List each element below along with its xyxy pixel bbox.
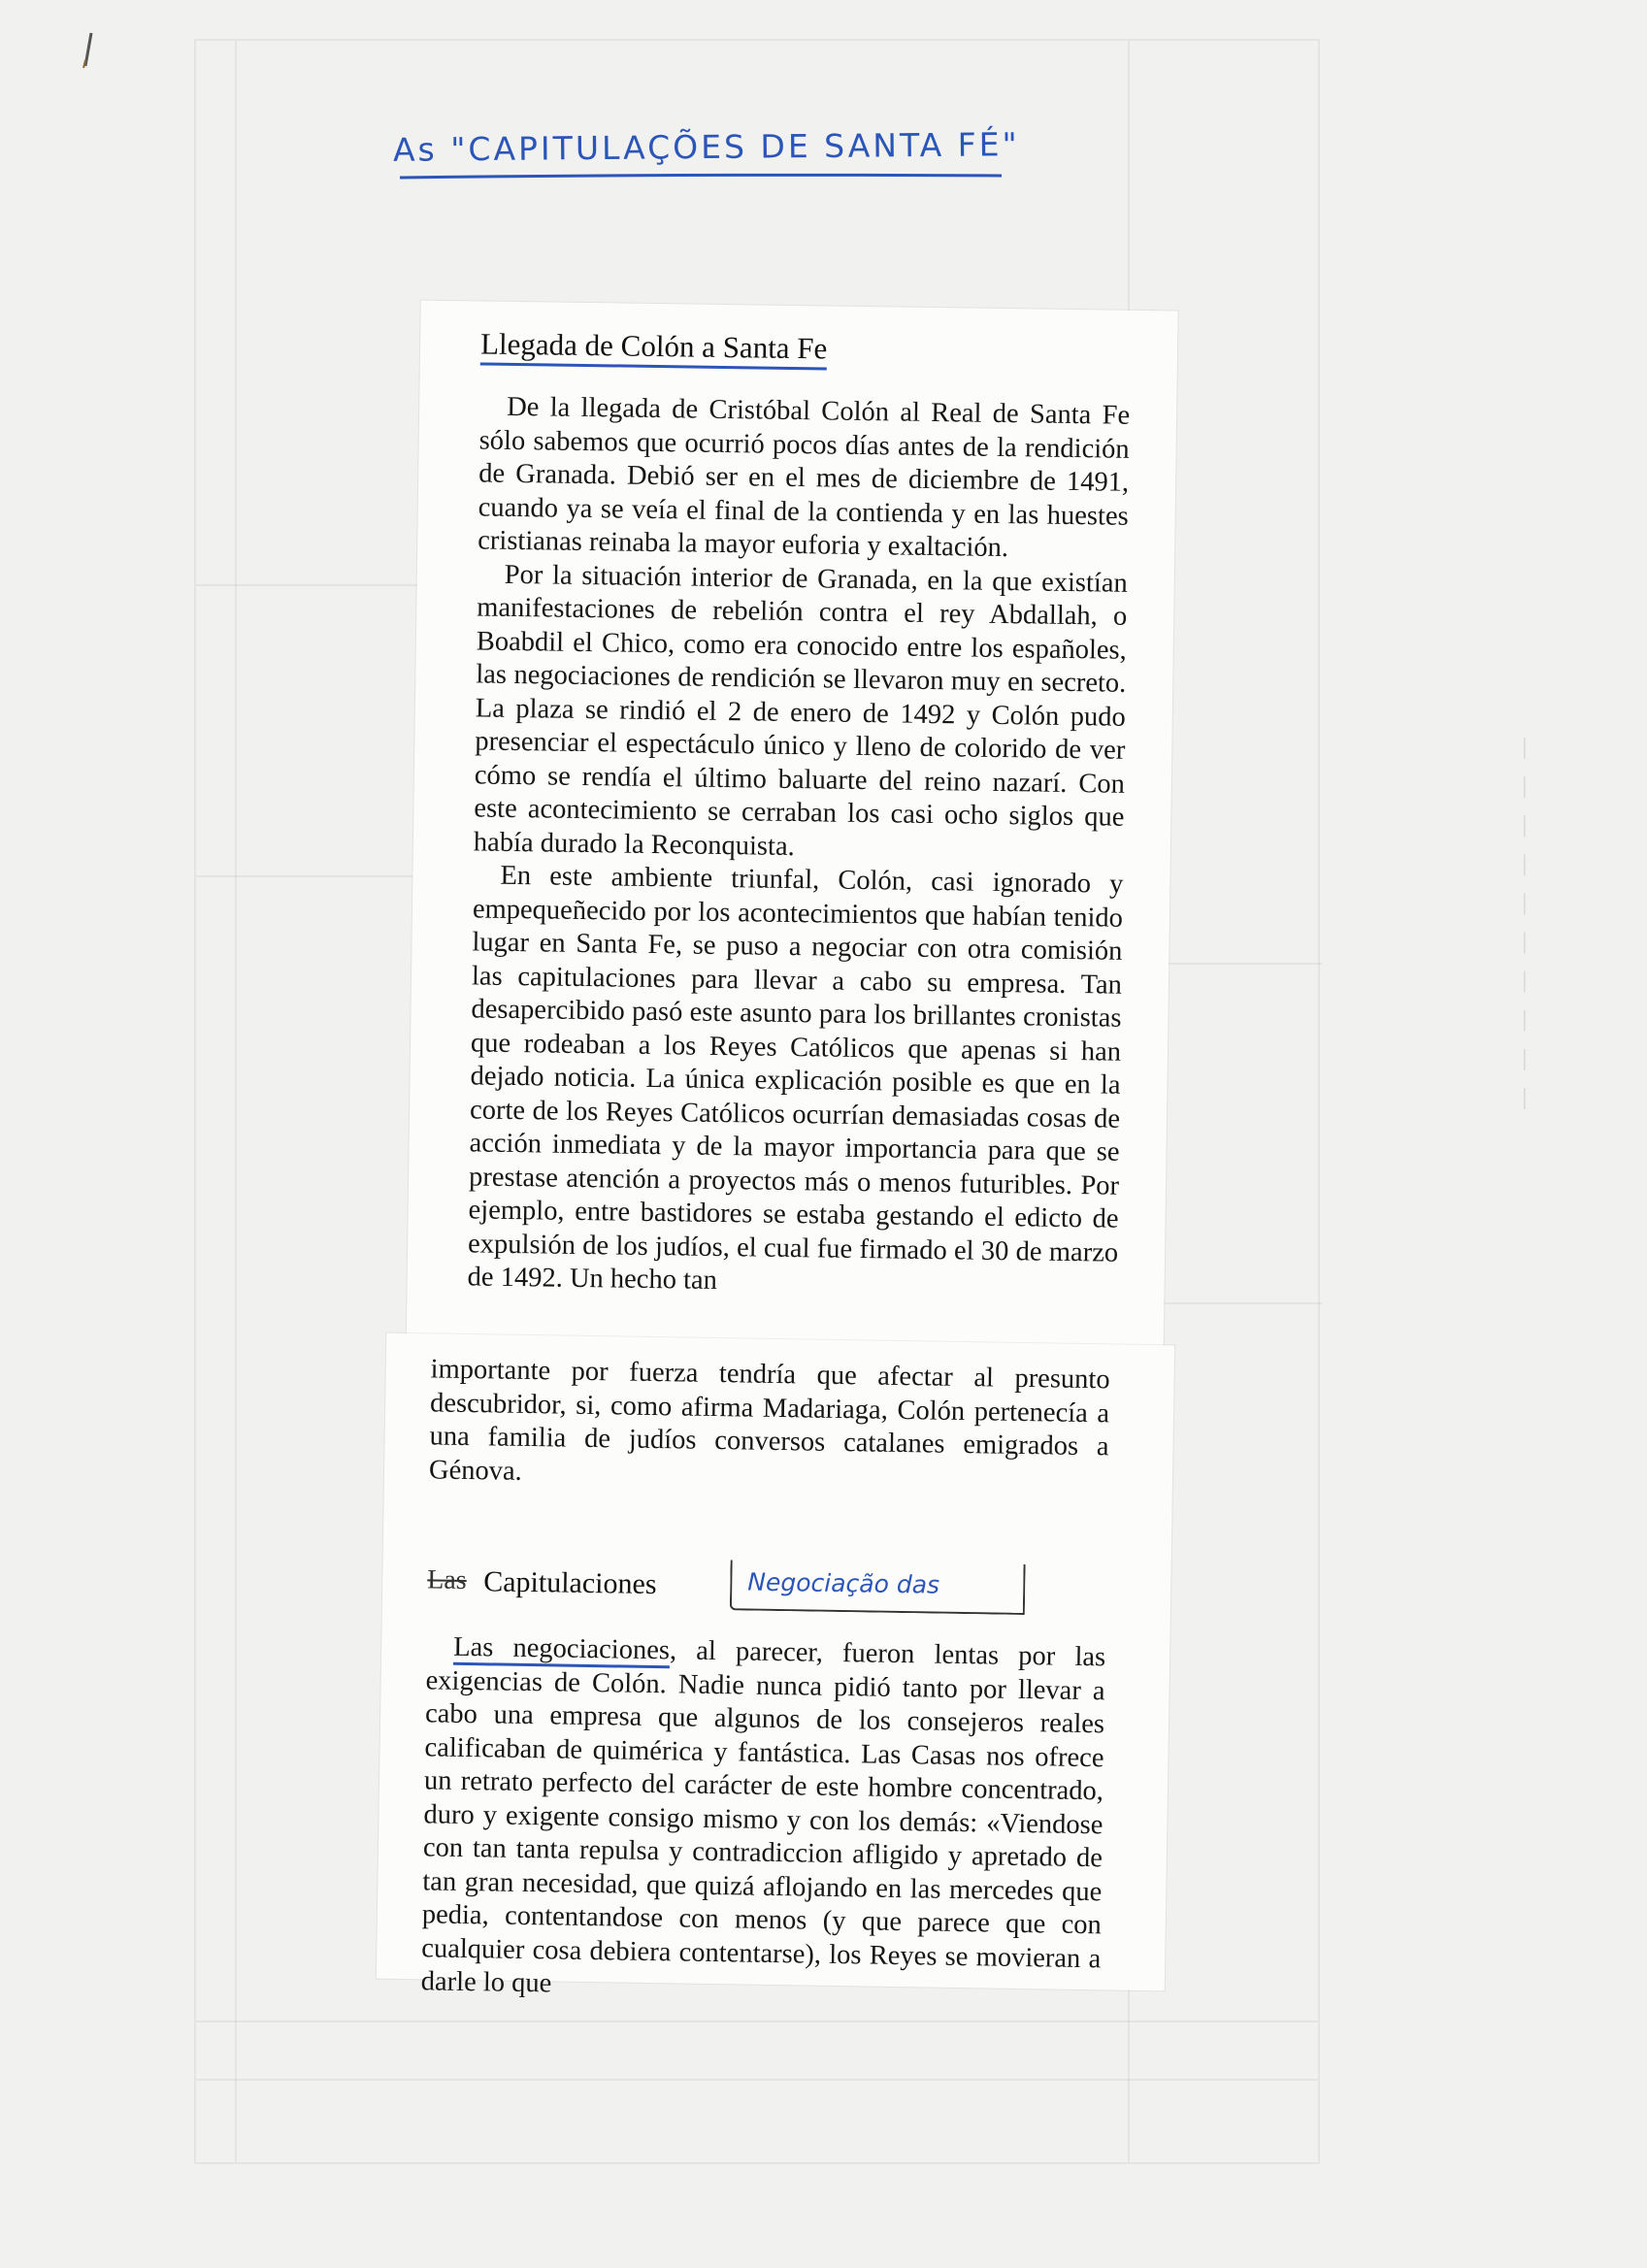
struck-word: Las [427, 1564, 467, 1595]
section-title-llegada: Llegada de Colón a Santa Fe [480, 326, 1131, 370]
section-title-capitulaciones: Capitulaciones [483, 1565, 657, 1601]
article-body-1 [467, 390, 1130, 1303]
underlined-lead: Las negociaciones [453, 1632, 670, 1668]
handwritten-note: Negociação das [747, 1567, 940, 1599]
handwritten-title: As "CAPITULAÇÕES DE SANTA FÉ" [392, 125, 1020, 169]
paragraph [420, 1630, 1105, 2009]
bleed-through-text: — — — — — — — — — — [1514, 738, 1538, 1116]
paragraph: En este ambiente triunfal, Colón, casi ignorado y empequeñecido por los acontecimientos que habían tenido lugar en Santa Fe, se puso a negociar con otra comisión las capitulaciones para llevar a cabo su empresa. Tan desapercibido pasó este asunto para los brillantes cronistas que rodeaban a los Reyes Católicos que apenas si han dejado noticia. La única explicación posible es que en la corte de los Reyes Católicos ocurrían demasiadas cosas de acción inmediata y de la mayor importancia para que se prestase atención a proyectos más o menos futuribles. Por ejemplo, entre bastidores se estaba gestando el edicto de expulsión de los judíos, el cual fue firmado el 30 de marzo de 1492. Un hecho tan [467, 860, 1124, 1296]
paragraph-continuation: importante por fuerza tendría que afectar al presunto descubridor, si, como afirma Madariaga, Colón pertenecía a una familia de judíos conversos catalanes emigrados a Génova. [428, 1354, 1110, 1487]
pencil-mark [82, 31, 95, 70]
section-heading-capitulaciones [427, 1555, 1107, 1624]
newspaper-clipping-1 [406, 301, 1177, 1379]
paragraph-text: , al parecer, fueron lentas por las exigencias de Colón. Nadie nunca pidió tanto por llevar a cabo una empresa que algunos de los consejeros reales calificaban de quimérica y fantástica. Las Casas nos ofrece un retrato perfecto del carácter de este hombre concentrado, duro y exigente consigo mismo y con los demás: «Viendose con tan tanta repulsa y contradiccion afligido y apretado de tan gran necesidad, que quizá aflojando en las mercedes que pedia, contentandose con menos (y que parece que con cualquier cosa debiera contentarse), los Reyes se movieran a darle lo que [420, 1635, 1106, 1999]
article-body-continuation [429, 1353, 1110, 1497]
newspaper-clipping-2 [377, 1333, 1174, 1999]
article-body-2 [420, 1630, 1105, 2009]
paragraph: Por la situación interior de Granada, en la que existían manifestaciones de rebelión contra el rey Abdallah, o Boabdil el Chico, como era conocido entre los españoles, las negociaciones de rendición se llevaron muy en secreto. La plaza se rindió el 2 de enero de 1492 y Colón pudo presenciar el espectáculo único y lleno de colorido de ver cómo se rendía el último baluarte del reino nazarí. Con este acontecimiento se cerraban los casi ocho siglos que había durado la Reconquista. [473, 559, 1128, 862]
handwritten-title-underline [400, 170, 1002, 189]
paragraph: De la llegada de Cristóbal Colón al Real de Santa Fe sólo sabemos que ocurrió pocos días antes de la rendición de Granada. Debió ser en el mes de diciembre de 1491, cuando ya se veía el final de la contienda y en las huestes cristianas reinaba la mayor euforia y exaltación. [478, 391, 1131, 564]
